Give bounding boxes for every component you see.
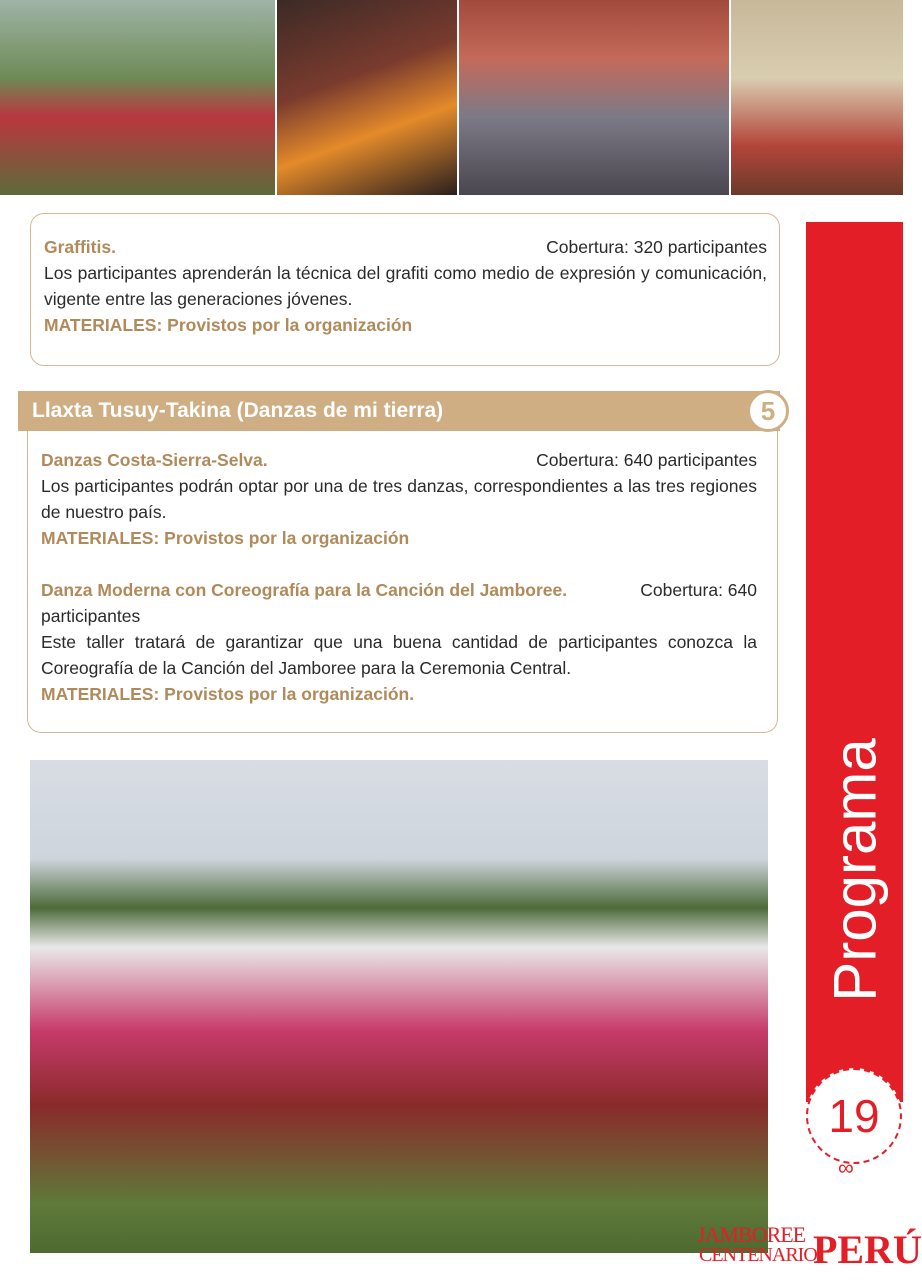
section-number: 5 — [747, 390, 789, 432]
logo-line3: PERÚ — [813, 1227, 922, 1272]
activity-title: Graffitis. — [44, 237, 116, 257]
photo-scissor-dancer — [731, 0, 903, 195]
rope-knot-icon: ∞ — [838, 1155, 854, 1180]
photo-group-traditional-costumes — [30, 760, 768, 1253]
section-dances — [27, 431, 778, 733]
activity-materials: MATERIALES: Provistos por la organización — [41, 528, 410, 548]
sidebar-label: Programa — [821, 738, 889, 1002]
photo-indoor-dance — [459, 0, 729, 195]
photo-couple-dance — [277, 0, 457, 195]
activity-coverage: Cobertura: 640 participantes — [536, 450, 757, 470]
activity-description: Este taller tratará de garantizar que una buena cantidad de participantes conozca la Coreografía de la Canción del Jamboree para la Ceremonia Central. — [41, 632, 757, 678]
photo-dancers-outdoor — [0, 0, 275, 195]
activity-graffiti — [30, 213, 780, 366]
activity-coverage: Cobertura: 320 participantes — [546, 237, 767, 257]
activity-materials: MATERIALES: Provistos por la organización. — [41, 684, 415, 704]
section-heading: Llaxta Tusuy-Takina (Danzas de mi tierra) — [18, 391, 780, 431]
activity-coverage: Cobertura: 640 — [640, 580, 757, 600]
activity-title: Danza Moderna con Coreografía para la Canción del Jamboree. — [41, 580, 568, 600]
logo-line1: JAMBOREE — [697, 1222, 806, 1247]
logo-line2: CENTENARIO — [699, 1244, 817, 1266]
activity-title: Danzas Costa-Sierra-Selva. — [41, 450, 268, 470]
page-number: 19 — [806, 1068, 902, 1164]
activity-coverage-cont: participantes — [41, 606, 141, 626]
activity-materials: MATERIALES: Provistos por la organización — [44, 315, 413, 335]
activity-description: Los participantes podrán optar por una de tres danzas, correspondientes a las tres regiones de nuestro país. — [41, 476, 757, 522]
activity-description: Los participantes aprenderán la técnica del grafiti como medio de expresión y comunicación, vigente entre las generaciones jóvenes. — [44, 263, 767, 309]
